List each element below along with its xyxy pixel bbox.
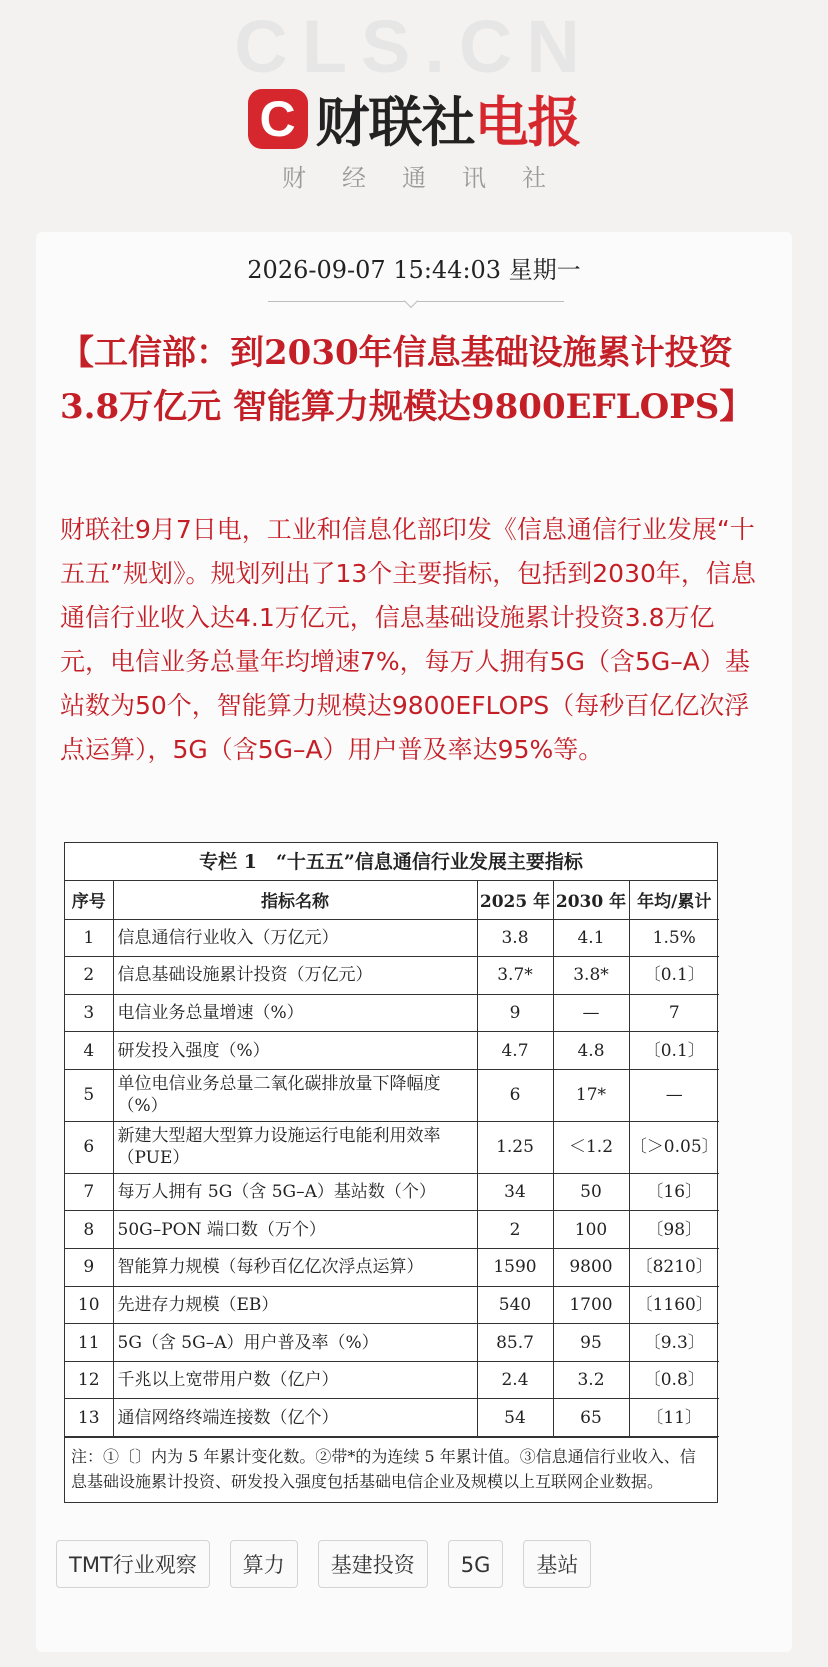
table-header-row: [65, 881, 719, 919]
cell-indicator: 智能算力规模（每秒百亿亿次浮点运算）: [113, 1249, 477, 1287]
cell-change: 〔11〕: [629, 1399, 719, 1437]
cell-index: 9: [65, 1249, 113, 1287]
cell-2025: 1.25: [477, 1121, 553, 1173]
brand-header: [0, 80, 828, 157]
table-row: [65, 1032, 719, 1070]
tag-tmt[interactable]: TMT行业观察: [56, 1540, 210, 1588]
brand-name-highlight: 电报: [474, 91, 581, 154]
cell-change: 〔98〕: [629, 1211, 719, 1249]
table-row: [65, 994, 719, 1032]
cell-2030: ＜1.2: [553, 1121, 629, 1173]
table-footnote: 注：①〔〕内为 5 年累计变化数。②带*的为连续 5 年累计值。③信息通信行业收入、信息基础设施累计投资、研发投入强度包括基础电信企业及规模以上互联网企业数据。: [65, 1437, 717, 1502]
cell-indicator: 新建大型超大型算力设施运行电能利用效率（PUE）: [113, 1121, 477, 1173]
header-2025: 2025 年: [477, 881, 553, 919]
cell-2030: 95: [553, 1324, 629, 1362]
cell-2025: 6: [477, 1069, 553, 1121]
tag-computing-power[interactable]: 算力: [230, 1540, 298, 1588]
cell-2025: 2.4: [477, 1361, 553, 1399]
cell-index: 13: [65, 1399, 113, 1437]
brand-name: 财联社: [315, 91, 475, 154]
table-row: [65, 1286, 719, 1324]
cell-indicator: 研发投入强度（%）: [113, 1032, 477, 1070]
publish-datetime: 2026-09-07 15:44:03 星期一: [247, 256, 581, 284]
cell-change: 〔0.1〕: [629, 957, 719, 995]
cell-indicator: 50G–PON 端口数（万个）: [113, 1211, 477, 1249]
cell-change: 〔0.8〕: [629, 1361, 719, 1399]
brand-logo-letter: C: [259, 90, 296, 147]
cell-2030: 4.8: [553, 1032, 629, 1070]
cell-2030: 17*: [553, 1069, 629, 1121]
cell-index: 7: [65, 1173, 113, 1211]
table-row: [65, 1121, 719, 1173]
brand-logo-icon: [248, 89, 308, 149]
table-row: [65, 1173, 719, 1211]
headline: 【工信部：到2030年信息基础设施累计投资3.8万亿元 智能算力规模达9800EFLOPS】: [60, 333, 754, 427]
tag-base-station[interactable]: 基站: [523, 1540, 591, 1588]
cell-index: 10: [65, 1286, 113, 1324]
cell-2030: 3.8*: [553, 957, 629, 995]
table-row: [65, 1249, 719, 1287]
cell-indicator: 5G（含 5G–A）用户普及率（%）: [113, 1324, 477, 1362]
cell-change: 〔1160〕: [629, 1286, 719, 1324]
cell-index: 2: [65, 957, 113, 995]
cell-change: —: [629, 1069, 719, 1121]
cell-index: 5: [65, 1069, 113, 1121]
lead-paragraph: 财联社9月7日电，工业和信息化部印发《信息通信行业发展“十五五”规划》。规划列出了13个主要指标，包括到2030年，信息通信行业收入达4.1万亿元，信息基础设施累计投资3.8万亿元，电信业务总量年均增速7%，每万人拥有5G（含5G–A）基站数为50个，智能算力规模达9800EFLOPS（每秒百亿亿次浮点运算），5G（含5G–A）用户普及率达95%等。: [60, 515, 756, 764]
table-row: [65, 1399, 719, 1437]
tag-5g[interactable]: 5G: [448, 1540, 504, 1588]
header-index: 序号: [65, 881, 113, 919]
header-2030: 2030 年: [553, 881, 629, 919]
table-row: [65, 1069, 719, 1121]
watermark: CLS.CN: [234, 5, 594, 88]
header-annual-cumulative: 年均/累计: [629, 881, 719, 919]
cell-indicator: 通信网络终端连接数（亿个）: [113, 1399, 477, 1437]
cell-2030: 65: [553, 1399, 629, 1437]
cell-change: 〔16〕: [629, 1173, 719, 1211]
cell-indicator: 单位电信业务总量二氧化碳排放量下降幅度（%）: [113, 1069, 477, 1121]
indicator-table: [65, 881, 719, 1437]
cell-2030: 50: [553, 1173, 629, 1211]
cell-indicator: 千兆以上宽带用户数（亿户）: [113, 1361, 477, 1399]
cell-2025: 3.7*: [477, 957, 553, 995]
cell-indicator: 每万人拥有 5G（含 5G–A）基站数（个）: [113, 1173, 477, 1211]
cell-change: 1.5%: [629, 919, 719, 957]
cell-index: 11: [65, 1324, 113, 1362]
cell-change: 〔8210〕: [629, 1249, 719, 1287]
cell-2030: 3.2: [553, 1361, 629, 1399]
cell-2025: 4.7: [477, 1032, 553, 1070]
cell-index: 3: [65, 994, 113, 1032]
table-row: [65, 957, 719, 995]
table-row: [65, 1211, 719, 1249]
cell-2025: 2: [477, 1211, 553, 1249]
cell-2025: 9: [477, 994, 553, 1032]
cell-index: 12: [65, 1361, 113, 1399]
cell-index: 8: [65, 1211, 113, 1249]
cell-2025: 54: [477, 1399, 553, 1437]
cell-index: 1: [65, 919, 113, 957]
cell-indicator: 先进存力规模（EB）: [113, 1286, 477, 1324]
cell-index: 4: [65, 1032, 113, 1070]
cell-2030: 1700: [553, 1286, 629, 1324]
cell-2030: 9800: [553, 1249, 629, 1287]
cell-indicator: 信息基础设施累计投资（万亿元）: [113, 957, 477, 995]
cell-2025: 3.8: [477, 919, 553, 957]
cell-indicator: 电信业务总量增速（%）: [113, 994, 477, 1032]
tag-infrastructure-investment[interactable]: 基建投资: [318, 1540, 428, 1588]
brand-tagline: 财经通讯社: [282, 164, 582, 192]
cell-indicator: 信息通信行业收入（万亿元）: [113, 919, 477, 957]
cell-change: 〔＞0.05〕: [629, 1121, 719, 1173]
indicator-table-image: [64, 842, 718, 1503]
cell-change: 7: [629, 994, 719, 1032]
cell-change: 〔0.1〕: [629, 1032, 719, 1070]
cell-2025: 540: [477, 1286, 553, 1324]
table-row: [65, 1324, 719, 1362]
cell-index: 6: [65, 1121, 113, 1173]
topic-tags: [56, 1540, 591, 1588]
cell-change: 〔9.3〕: [629, 1324, 719, 1362]
cell-2025: 85.7: [477, 1324, 553, 1362]
table-title: 专栏 1 “十五五”信息通信行业发展主要指标: [65, 843, 717, 881]
cell-2025: 1590: [477, 1249, 553, 1287]
cell-2030: —: [553, 994, 629, 1032]
header-indicator: 指标名称: [113, 881, 477, 919]
cell-2030: 100: [553, 1211, 629, 1249]
table-row: [65, 1361, 719, 1399]
cell-2030: 4.1: [553, 919, 629, 957]
cell-2025: 34: [477, 1173, 553, 1211]
table-row: [65, 919, 719, 957]
